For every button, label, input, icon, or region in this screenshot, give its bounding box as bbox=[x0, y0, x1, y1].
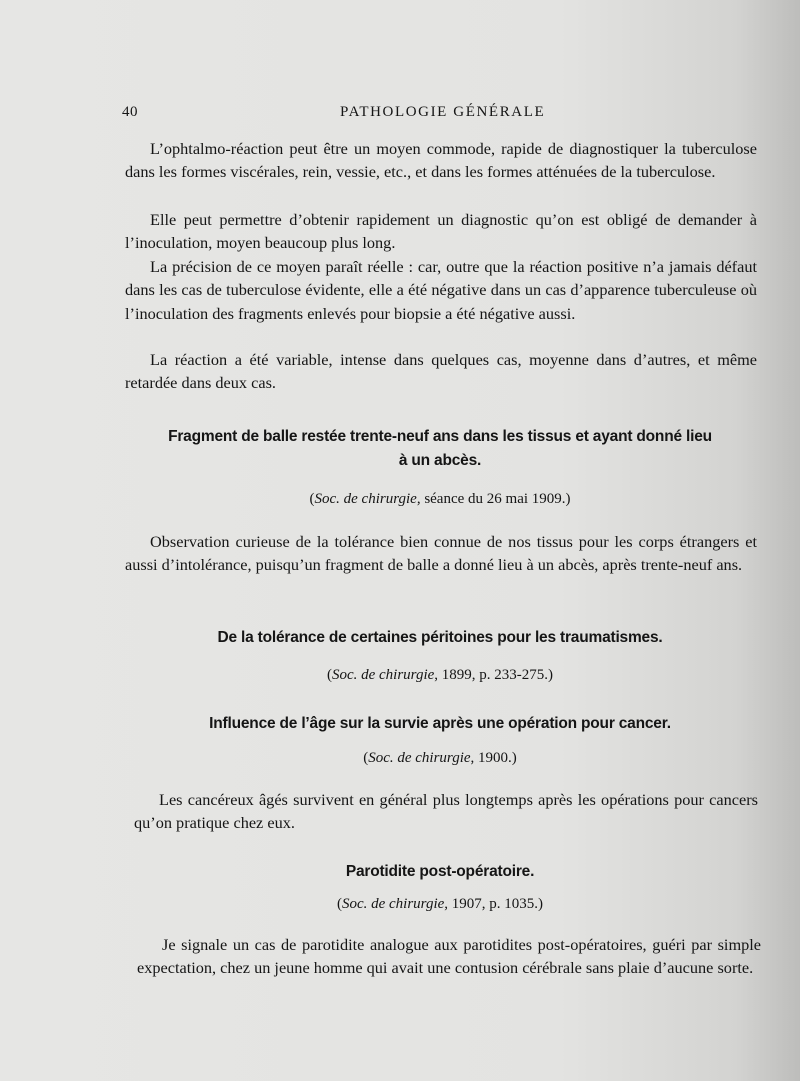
section-title-line-1: Fragment de balle restée trente-neuf ans dans les tissus et ayant donné lieu bbox=[168, 428, 712, 445]
reference-influence-age: (Soc. de chirurgie, 1900.) bbox=[363, 750, 517, 766]
paragraph-1: L’ophtalmo-réaction peut être un moyen commode, rapide de diagnostiquer la tuberculose dans les formes viscérales, rein, vessie, etc., et dans les formes atténuées de la tuberculose. bbox=[125, 139, 757, 182]
section-title-fragment-balle bbox=[130, 425, 750, 473]
paragraph-4: La réaction a été variable, intense dans quelques cas, moyenne dans d’autres, et même retardée dans deux cas. bbox=[125, 350, 757, 393]
paragraph-parotidite: Je signale un cas de parotidite analogue aux parotidites post-opératoires, guéri par simple expectation, chez un jeune homme qui avait une contusion cérébrale sans plaie d’aucune sorte. bbox=[137, 935, 761, 978]
journal-name: Soc. de chirurgie bbox=[341, 896, 445, 912]
page-number: 40 bbox=[122, 104, 138, 120]
section-title-influence-age: Influence de l’âge sur la survie après une opération pour cancer. bbox=[209, 715, 671, 732]
reference-fragment-balle: (Soc. de chirurgie, séance du 26 mai 1909.) bbox=[309, 491, 571, 507]
journal-name: Soc. de chirurgie bbox=[331, 667, 435, 683]
reference-tolerance-peritoines: (Soc. de chirurgie, 1899, p. 233-275.) bbox=[326, 667, 554, 683]
journal-name: Soc. de chirurgie bbox=[368, 750, 471, 766]
paragraph-fragment-balle: Observation curieuse de la tolérance bien connue de nos tissus pour les corps étrangers et aussi d’intolérance, puisqu’un fragment de balle a donné lieu à un abcès, après trente-neuf ans. bbox=[125, 532, 757, 575]
running-title: PATHOLOGIE GÉNÉRALE bbox=[340, 104, 546, 120]
journal-name: Soc. de chirurgie bbox=[314, 491, 417, 507]
section-title-parotidite: Parotidite post-opératoire. bbox=[345, 863, 535, 880]
paragraph-3: La précision de ce moyen paraît réelle : car, outre que la réaction positive n’a jamais défaut dans les cas de tuberculose évidente, elle a été négative dans un cas d’apparence tuberculeuse où l’inoculation des fragments enlevés pour biopsie a été négative aussi. bbox=[125, 257, 757, 323]
section-ophtalmo-reaction bbox=[125, 137, 757, 402]
paragraph-2: Elle peut permettre d’obtenir rapidement un diagnostic qu’on est obligé de demander à l’inoculation, moyen beaucoup plus long. bbox=[125, 210, 757, 253]
section-title-line-2: à un abcès. bbox=[398, 452, 482, 469]
page-header bbox=[116, 101, 756, 125]
section-title-tolerance-peritoines: De la tolérance de certaines péritoines pour les traumatismes. bbox=[217, 629, 663, 646]
reference-parotidite: (Soc. de chirurgie, 1907, p. 1035.) bbox=[336, 896, 544, 912]
paragraph-influence-age: Les cancéreux âgés survivent en général plus longtemps après les opérations pour cancers qu’on pratique chez eux. bbox=[134, 790, 758, 833]
